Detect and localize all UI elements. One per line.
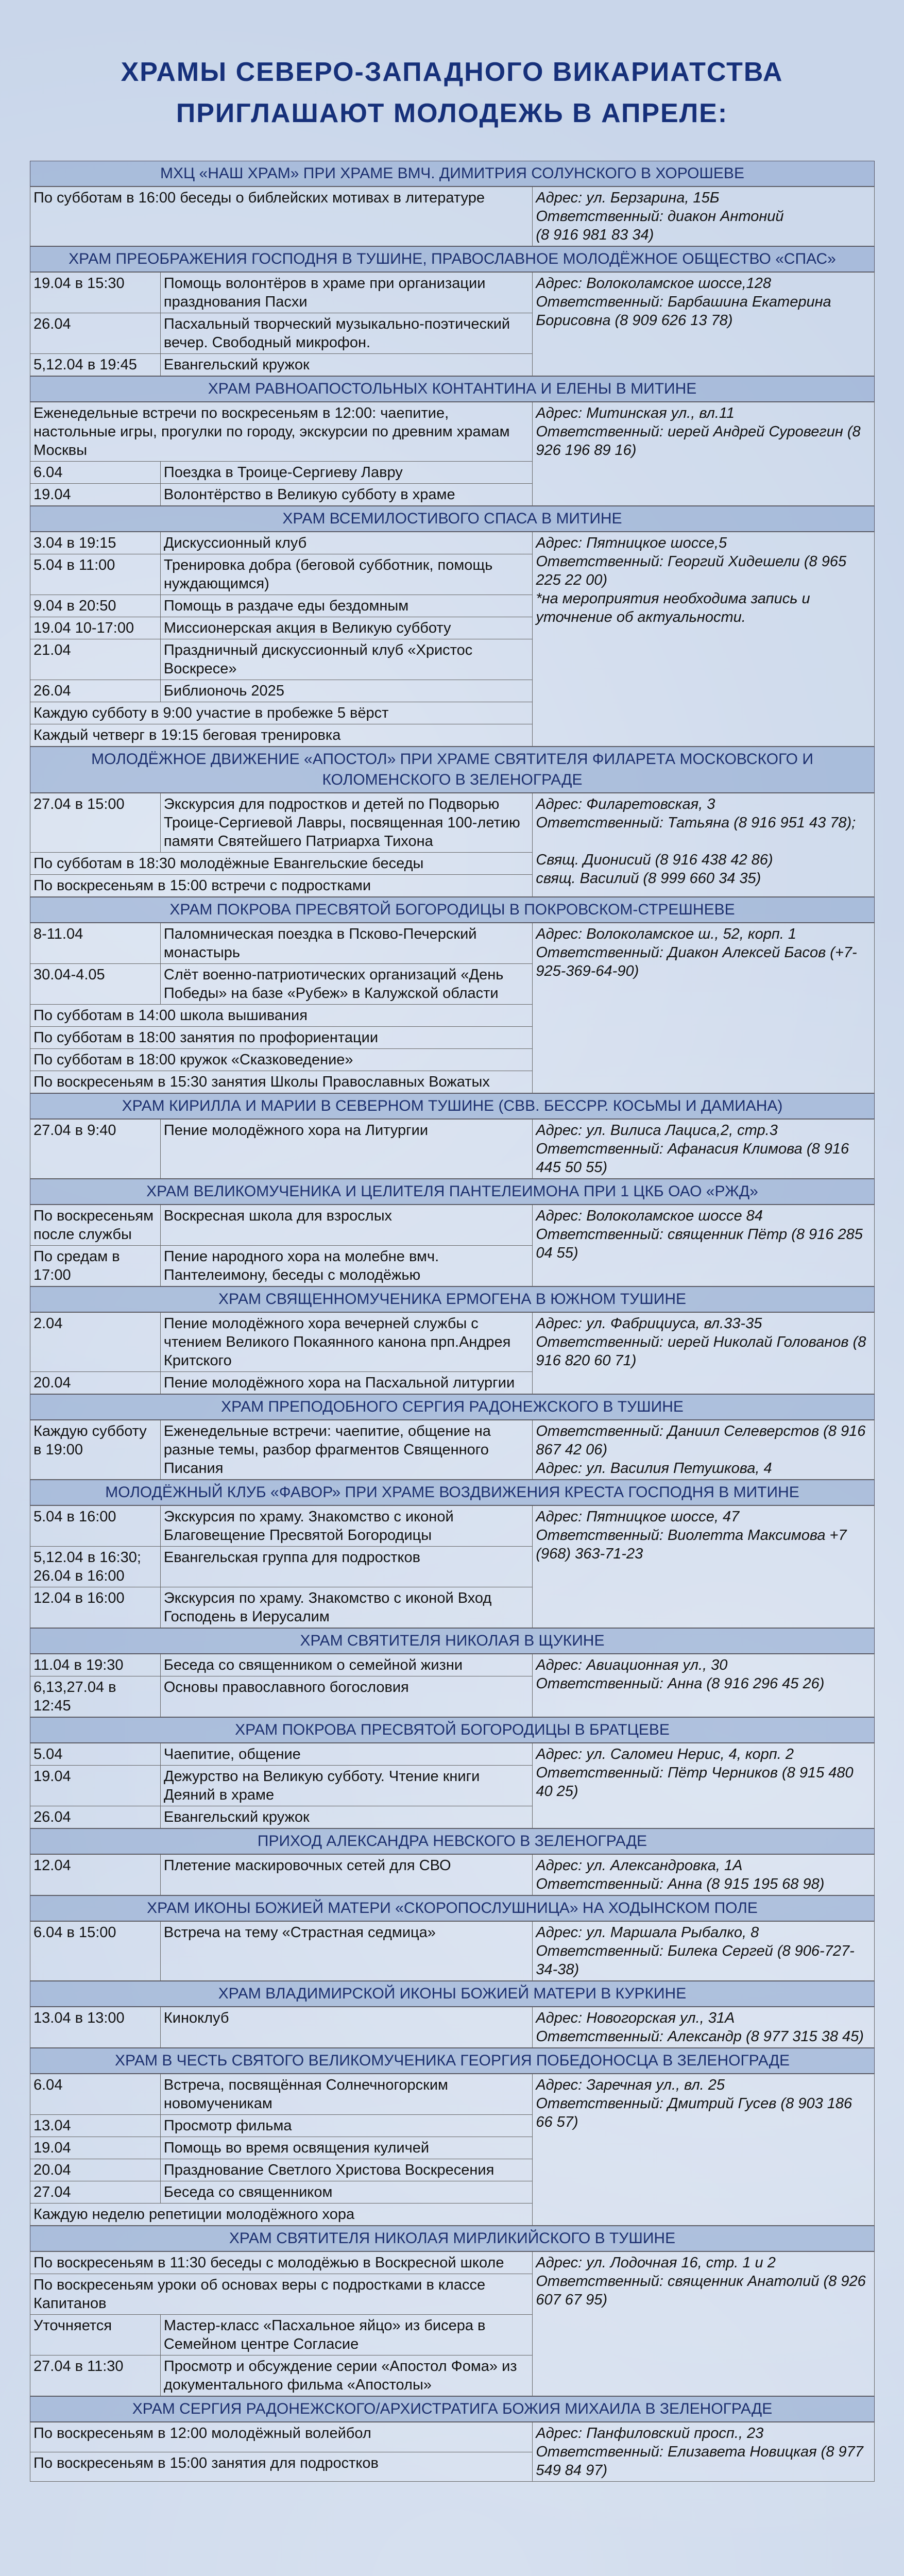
- event-date: 30.04-4.05: [30, 964, 161, 1005]
- table-row: [30, 1420, 875, 1480]
- section-title: ПРИХОД АЛЕКСАНДРА НЕВСКОГО В ЗЕЛЕНОГРАДЕ: [30, 1828, 875, 1854]
- event-description: Еженедельные встречи: чаепитие, общение на разные темы, разбор фрагментов Священного Писания: [160, 1420, 532, 1480]
- event-date: По воскресеньям после службы: [30, 1205, 161, 1246]
- contact-line: Адрес: Заречная ул., вл. 25: [536, 2077, 725, 2093]
- event-date: 27.04: [30, 2181, 161, 2204]
- contact-info: [533, 2422, 875, 2482]
- table-row: [30, 2252, 875, 2274]
- section-schedule: [30, 1654, 875, 1717]
- event-full-text: По субботам в 14:00 школа вышивания: [30, 1005, 533, 1027]
- event-description: Чаепитие, общение: [160, 1743, 532, 1766]
- contact-line: Ответственный: Александр (8 977 315 38 45): [536, 2028, 864, 2045]
- event-description: Просмотр фильма: [160, 2115, 532, 2137]
- event-description: Евангельская группа для подростков: [160, 1547, 532, 1587]
- event-description: Помощь во время освящения куличей: [160, 2137, 532, 2159]
- contact-line: Адрес: ул. Василия Петушкова, 4: [536, 1460, 772, 1477]
- table-row: [30, 2422, 875, 2452]
- event-date: 19.04 10-17:00: [30, 617, 161, 639]
- event-full-text: По воскресеньям в 15:00 занятия для подростков: [30, 2452, 533, 2482]
- church-section: [30, 1628, 875, 1717]
- contact-line: Адрес: Волоколамское шоссе,128: [536, 275, 772, 292]
- section-schedule: [30, 187, 875, 246]
- schedule-table: [30, 161, 875, 2482]
- contact-line: Адрес: Волоколамское шоссе 84: [536, 1208, 763, 1224]
- event-description: Беседа со священником: [160, 2181, 532, 2204]
- event-date: 27.04 в 11:30: [30, 2355, 161, 2396]
- event-description: Встреча, посвящённая Солнечногорским новомученикам: [160, 2074, 532, 2115]
- contact-line: Адрес: Пятницкое шоссе,5: [536, 535, 727, 551]
- section-schedule: [30, 1205, 875, 1286]
- event-date: 27.04 в 15:00: [30, 793, 161, 853]
- contact-line: Ответственный: Анна (8 916 296 45 26): [536, 1675, 825, 1692]
- church-section: [30, 897, 875, 1093]
- event-full-text: По воскресеньям в 15:30 занятия Школы Православных Вожатых: [30, 1071, 533, 1093]
- event-date: 13.04: [30, 2115, 161, 2137]
- contact-line: Ответственный: Георгий Хидешели (8 965 225 22 00): [536, 553, 847, 588]
- table-row: [30, 923, 875, 964]
- contact-info: [533, 1743, 875, 1828]
- event-date: Уточняется: [30, 2315, 161, 2355]
- table-row: [30, 402, 875, 462]
- section-title: МОЛОДЁЖНЫЙ КЛУБ «ФАВОР» ПРИ ХРАМЕ ВОЗДВИЖЕНИЯ КРЕСТА ГОСПОДНЯ В МИТИНЕ: [30, 1480, 875, 1505]
- church-section: [30, 1981, 875, 2048]
- event-full-text: Еженедельные встречи по воскресеньям в 12:00: чаепитие, настольные игры, прогулки по городу, экскурсии по древним храмам Москвы: [30, 402, 533, 462]
- contact-line: (8 916 981 83 34): [536, 227, 654, 243]
- contact-line: Адрес: Митинская ул., вл.11: [536, 405, 735, 421]
- section-title: ХРАМ СВЯТИТЕЛЯ НИКОЛАЯ МИРЛИКИЙСКОГО В ТУШИНЕ: [30, 2226, 875, 2251]
- church-section: [30, 1480, 875, 1628]
- event-date: 5.04: [30, 1743, 161, 1766]
- church-section: [30, 1828, 875, 1895]
- event-date: 12.04: [30, 1855, 161, 1895]
- event-date: 5,12.04 в 19:45: [30, 354, 161, 376]
- event-date: 9.04 в 20:50: [30, 595, 161, 617]
- event-date: 5.04 в 16:00: [30, 1506, 161, 1547]
- church-section: [30, 1179, 875, 1286]
- section-title: ХРАМ СВЯЩЕННОМУЧЕНИКА ЕРМОГЕНА В ЮЖНОМ ТУШИНЕ: [30, 1286, 875, 1312]
- contact-line: Ответственный: Барбашина Екатерина Борисовна (8 909 626 13 78): [536, 294, 831, 329]
- event-description: Слёт военно-патриотических организаций «День Победы» на базе «Рубеж» в Калужской области: [160, 964, 532, 1005]
- event-date: 20.04: [30, 2159, 161, 2181]
- event-date: 19.04: [30, 1766, 161, 1806]
- contact-line: Ответственный: Анна (8 915 195 68 98): [536, 1876, 825, 1892]
- event-date: 6.04: [30, 2074, 161, 2115]
- contact-info: [533, 1120, 875, 1179]
- section-title: ХРАМ ВЕЛИКОМУЧЕНИКА И ЦЕЛИТЕЛЯ ПАНТЕЛЕИМОНА ПРИ 1 ЦКБ ОАО «РЖД»: [30, 1179, 875, 1205]
- contact-info: [533, 923, 875, 1093]
- contact-line: Адрес: ул. Фабрициуса, вл.33-35: [536, 1315, 762, 1332]
- event-date: 5,12.04 в 16:30; 26.04 в 16:00: [30, 1547, 161, 1587]
- event-date: Каждую субботу в 19:00: [30, 1420, 161, 1480]
- table-row: [30, 1743, 875, 1766]
- church-section: [30, 2048, 875, 2226]
- section-schedule: [30, 1921, 875, 1981]
- contact-line: Ответственный: Татьяна (8 916 951 43 78);: [536, 815, 856, 831]
- contact-line: Адрес: Новогорская ул., 31А: [536, 2010, 735, 2026]
- section-schedule: [30, 2074, 875, 2226]
- event-full-text: По субботам в 18:30 молодёжные Евангельские беседы: [30, 853, 533, 875]
- event-date: 13.04 в 13:00: [30, 2007, 161, 2048]
- church-section: [30, 246, 875, 376]
- contact-line: [536, 832, 871, 851]
- contact-info: [533, 402, 875, 506]
- contact-info: [533, 2007, 875, 2048]
- section-schedule: [30, 2422, 875, 2482]
- event-description: Евангельский кружок: [160, 1806, 532, 1828]
- contact-info: [533, 2252, 875, 2396]
- event-description: Дежурство на Великую субботу. Чтение книги Деяний в храме: [160, 1766, 532, 1806]
- contact-line: Ответственный: диакон Антоний: [536, 208, 784, 225]
- event-date: 19.04 в 15:30: [30, 273, 161, 313]
- event-full-text: Каждый четверг в 19:15 беговая тренировка: [30, 724, 533, 747]
- event-date: 21.04: [30, 639, 161, 680]
- title-line-2: ПРИГЛАШАЮТ МОЛОДЕЖЬ В АПРЕЛЕ:: [176, 98, 728, 128]
- event-date: 26.04: [30, 313, 161, 354]
- section-title: ХРАМ ПОКРОВА ПРЕСВЯТОЙ БОГОРОДИЦЫ В ПОКРОВСКОМ-СТРЕШНЕВЕ: [30, 897, 875, 923]
- section-schedule: [30, 923, 875, 1093]
- table-row: [30, 793, 875, 853]
- contact-line: Ответственный: иерей Андрей Суровегин (8 926 196 89 16): [536, 423, 861, 459]
- church-section: [30, 2396, 875, 2482]
- event-full-text: По воскресеньям в 11:30 беседы с молодёжью в Воскресной школе: [30, 2252, 533, 2274]
- section-title: МХЦ «НАШ ХРАМ» ПРИ ХРАМЕ ВМЧ. ДИМИТРИЯ СОЛУНСКОГО В ХОРОШЕВЕ: [30, 161, 875, 187]
- event-date: 11.04 в 19:30: [30, 1654, 161, 1676]
- section-title: ХРАМ ПОКРОВА ПРЕСВЯТОЙ БОГОРОДИЦЫ В БРАТЦЕВЕ: [30, 1717, 875, 1743]
- event-full-text: По субботам в 18:00 занятия по профориентации: [30, 1027, 533, 1049]
- event-description: Экскурсия по храму. Знакомство с иконой Благовещение Пресвятой Богородицы: [160, 1506, 532, 1547]
- contact-line: Ответственный: Билека Сергей (8 906-727-34-38): [536, 1943, 855, 1978]
- section-schedule: [30, 272, 875, 376]
- contact-line: Адрес: Пятницкое шоссе, 47: [536, 1509, 740, 1525]
- event-description: Помощь в раздаче еды бездомным: [160, 595, 532, 617]
- event-full-text: По воскресеньям в 15:00 встречи с подростками: [30, 875, 533, 897]
- event-date: 2.04: [30, 1313, 161, 1372]
- event-description: Основы православного богословия: [160, 1676, 532, 1717]
- page-title: [0, 52, 904, 134]
- church-section: [30, 1286, 875, 1394]
- contact-line: Адрес: Волоколамское ш., 52, корп. 1: [536, 926, 797, 942]
- contact-line: Ответственный: Елизавета Новицкая (8 977 549 84 97): [536, 2444, 863, 2479]
- contact-line: Ответственный: священник Пётр (8 916 285 04 55): [536, 1226, 863, 1261]
- event-description: Тренировка добра (беговой субботник, помощь нуждающимся): [160, 554, 532, 595]
- event-date: 6,13,27.04 в 12:45: [30, 1676, 161, 1717]
- section-title: МОЛОДЁЖНОЕ ДВИЖЕНИЕ «АПОСТОЛ» ПРИ ХРАМЕ СВЯТИТЕЛЯ ФИЛАРЕТА МОСКОВСКОГО И КОЛОМЕНСКОГО В ЗЕЛЕНОГРАДЕ: [30, 747, 875, 793]
- event-date: 12.04 в 16:00: [30, 1587, 161, 1628]
- event-description: Миссионерская акция в Великую субботу: [160, 617, 532, 639]
- event-description: Экскурсия по храму. Знакомство с иконой Вход Господень в Иерусалим: [160, 1587, 532, 1628]
- section-title: ХРАМ ВСЕМИЛОСТИВОГО СПАСА В МИТИНЕ: [30, 506, 875, 532]
- event-date: 27.04 в 9:40: [30, 1120, 161, 1179]
- section-title: ХРАМ В ЧЕСТЬ СВЯТОГО ВЕЛИКОМУЧЕНИКА ГЕОРГИЯ ПОБЕДОНОСЦА В ЗЕЛЕНОГРАДЕ: [30, 2048, 875, 2074]
- section-schedule: [30, 402, 875, 506]
- title-line-1: ХРАМЫ СЕВЕРО-ЗАПАДНОГО ВИКАРИАТСТВА: [121, 57, 783, 87]
- event-description: Просмотр и обсуждение серии «Апостол Фома» из документального фильма «Апостолы»: [160, 2355, 532, 2396]
- event-full-text: Каждую субботу в 9:00 участие в пробежке 5 вёрст: [30, 702, 533, 724]
- event-description: Помощь волонтёров в храме при организации празднования Пасхи: [160, 273, 532, 313]
- contact-info: [533, 1506, 875, 1628]
- event-description: Киноклуб: [160, 2007, 532, 2048]
- event-description: Празднование Светлого Христова Воскресения: [160, 2159, 532, 2181]
- event-full-text: По воскресеньям уроки об основах веры с подростками в классе Капитанов: [30, 2274, 533, 2315]
- contact-line: Ответственный: Дмитрий Гусев (8 903 186 66 57): [536, 2095, 852, 2130]
- contact-line: Адрес: ул. Берзарина, 15Б: [536, 190, 720, 206]
- section-schedule: [30, 2251, 875, 2396]
- contact-line: Адрес: Авиационная ул., 30: [536, 1657, 728, 1673]
- contact-info: [533, 1420, 875, 1480]
- church-section: [30, 1394, 875, 1480]
- section-title: ХРАМ КИРИЛЛА И МАРИИ В СЕВЕРНОМ ТУШИНЕ (СВВ. БЕССРР. КОСЬМЫ И ДАМИАНА): [30, 1093, 875, 1119]
- contact-info: [533, 1922, 875, 1981]
- event-description: Воскресная школа для взрослых: [160, 1205, 532, 1246]
- church-section: [30, 506, 875, 747]
- contact-line: Адрес: Панфиловский просп., 23: [536, 2425, 764, 2442]
- event-description: Дискуссионный клуб: [160, 532, 532, 554]
- contact-line: Адрес: ул. Маршала Рыбалко, 8: [536, 1924, 759, 1941]
- event-date: 3.04 в 19:15: [30, 532, 161, 554]
- contact-line: Ответственный: Диакон Алексей Басов (+7-925-369-64-90): [536, 944, 857, 979]
- contact-line: Ответственный: Афанасия Климова (8 916 445 50 55): [536, 1141, 849, 1176]
- contact-info: [533, 2074, 875, 2226]
- section-schedule: [30, 793, 875, 897]
- event-date: 19.04: [30, 2137, 161, 2159]
- event-full-text: Каждую неделю репетиции молодёжного хора: [30, 2204, 533, 2226]
- contact-info: [533, 1654, 875, 1717]
- contact-line: Адрес: Филаретовская, 3: [536, 796, 715, 812]
- section-title: ХРАМ ВЛАДИМИРСКОЙ ИКОНЫ БОЖИЕЙ МАТЕРИ В КУРКИНЕ: [30, 1981, 875, 2007]
- section-title: ХРАМ СВЯТИТЕЛЯ НИКОЛАЯ В ЩУКИНЕ: [30, 1628, 875, 1654]
- section-title: ХРАМ ПРЕОБРАЖЕНИЯ ГОСПОДНЯ В ТУШИНЕ, ПРАВОСЛАВНОЕ МОЛОДЁЖНОЕ ОБЩЕСТВО «СПАС»: [30, 246, 875, 272]
- event-description: Пение молодёжного хора вечерней службы с чтением Великого Покаянного канона прп.Андрея Критского: [160, 1313, 532, 1372]
- section-schedule: [30, 2007, 875, 2048]
- event-date: 5.04 в 11:00: [30, 554, 161, 595]
- contact-line: свящ. Василий (8 999 660 34 35): [536, 870, 761, 887]
- contact-info: [533, 273, 875, 376]
- church-section: [30, 161, 875, 246]
- table-row: [30, 1922, 875, 1981]
- event-date: По средам в 17:00: [30, 1246, 161, 1286]
- contact-line: Адрес: ул. Саломеи Нерис, 4, корп. 2: [536, 1746, 794, 1762]
- section-schedule: [30, 1854, 875, 1895]
- section-schedule: [30, 1312, 875, 1394]
- table-row: [30, 187, 875, 246]
- table-row: [30, 1120, 875, 1179]
- event-date: 19.04: [30, 484, 161, 506]
- event-description: Паломническая поездка в Псково-Печерский монастырь: [160, 923, 532, 964]
- section-title: ХРАМ ИКОНЫ БОЖИЕЙ МАТЕРИ «СКОРОПОСЛУШНИЦА» НА ХОДЫНСКОМ ПОЛЕ: [30, 1895, 875, 1921]
- event-date: 26.04: [30, 1806, 161, 1828]
- event-date: 8-11.04: [30, 923, 161, 964]
- church-section: [30, 2226, 875, 2396]
- event-description: Поездка в Троице-Сергиеву Лавру: [160, 462, 532, 484]
- table-row: [30, 1205, 875, 1246]
- contact-line: Ответственный: Даниил Селеверстов (8 916 867 42 06): [536, 1423, 866, 1458]
- event-full-text: По воскресеньям в 12:00 молодёжный волейбол: [30, 2422, 533, 2452]
- table-row: [30, 2074, 875, 2115]
- contact-info: [533, 532, 875, 747]
- contact-info: [533, 1855, 875, 1895]
- contact-info: [533, 1313, 875, 1394]
- event-description: Библионочь 2025: [160, 680, 532, 702]
- table-row: [30, 1313, 875, 1372]
- event-description: Беседа со священником о семейной жизни: [160, 1654, 532, 1676]
- contact-info: [533, 1205, 875, 1286]
- contact-line: Свящ. Дионисий (8 916 438 42 86): [536, 852, 773, 868]
- event-description: Пасхальный творческий музыкально-поэтический вечер. Свободный микрофон.: [160, 313, 532, 354]
- church-section: [30, 1093, 875, 1179]
- event-full-text: По субботам в 16:00 беседы о библейских мотивах в литературе: [30, 187, 533, 246]
- section-schedule: [30, 1743, 875, 1828]
- event-date: 26.04: [30, 680, 161, 702]
- contact-line: Ответственный: священник Анатолий (8 926 607 67 95): [536, 2273, 866, 2308]
- section-title: ХРАМ ПРЕПОДОБНОГО СЕРГИЯ РАДОНЕЖСКОГО В ТУШИНЕ: [30, 1394, 875, 1420]
- section-title: ХРАМ СЕРГИЯ РАДОНЕЖСКОГО/АРХИСТРАТИГА БОЖИЯ МИХАИЛА В ЗЕЛЕНОГРАДЕ: [30, 2396, 875, 2422]
- table-row: [30, 273, 875, 313]
- event-description: Встреча на тему «Страстная седмица»: [160, 1922, 532, 1981]
- table-row: [30, 1654, 875, 1676]
- church-section: [30, 1895, 875, 1981]
- event-date: 6.04: [30, 462, 161, 484]
- contact-info: [533, 187, 875, 246]
- event-description: Евангельский кружок: [160, 354, 532, 376]
- contact-line: Адрес: ул. Лодочная 16, стр. 1 и 2: [536, 2255, 776, 2271]
- contact-line: Ответственный: иерей Николай Голованов (8 916 820 60 71): [536, 1334, 866, 1369]
- contact-line: *на мероприятия необходима запись и уточнение об актуальности.: [536, 590, 810, 625]
- church-section: [30, 1717, 875, 1828]
- event-description: Мастер-класс «Пасхальное яйцо» из бисера в Семейном центре Согласие: [160, 2315, 532, 2355]
- event-description: Пение народного хора на молебне вмч. Пантелеимону, беседы с молодёжью: [160, 1246, 532, 1286]
- event-description: Пение молодёжного хора на Литургии: [160, 1120, 532, 1179]
- contact-line: Ответственный: Пётр Черников (8 915 480 40 25): [536, 1765, 854, 1800]
- event-description: Плетение маскировочных сетей для СВО: [160, 1855, 532, 1895]
- event-date: 20.04: [30, 1372, 161, 1394]
- table-row: [30, 2007, 875, 2048]
- contact-line: Ответственный: Виолетта Максимова +7 (968) 363-71-23: [536, 1527, 847, 1562]
- section-schedule: [30, 1119, 875, 1179]
- contact-info: [533, 793, 875, 897]
- event-description: Праздничный дискуссионный клуб «Христос Воскресе»: [160, 639, 532, 680]
- table-row: [30, 532, 875, 554]
- contact-line: Адрес: ул. Вилиса Лациса,2, стр.3: [536, 1122, 778, 1139]
- event-description: Волонтёрство в Великую субботу в храме: [160, 484, 532, 506]
- event-date: 6.04 в 15:00: [30, 1922, 161, 1981]
- church-section: [30, 376, 875, 506]
- section-title: ХРАМ РАВНОАПОСТОЛЬНЫХ КОНТАНТИНА И ЕЛЕНЫ В МИТИНЕ: [30, 376, 875, 402]
- section-schedule: [30, 1505, 875, 1628]
- contact-line: Адрес: ул. Александровка, 1А: [536, 1857, 743, 1874]
- section-schedule: [30, 1420, 875, 1480]
- section-schedule: [30, 532, 875, 747]
- table-row: [30, 1506, 875, 1547]
- event-description: Пение молодёжного хора на Пасхальной литургии: [160, 1372, 532, 1394]
- table-row: [30, 1855, 875, 1895]
- event-full-text: По субботам в 18:00 кружок «Сказковедение»: [30, 1049, 533, 1071]
- event-description: Экскурсия для подростков и детей по Подворью Троице-Сергиевой Лавры, посвященная 100-летию памяти Святейшего Патриарха Тихона: [160, 793, 532, 853]
- church-section: [30, 747, 875, 897]
